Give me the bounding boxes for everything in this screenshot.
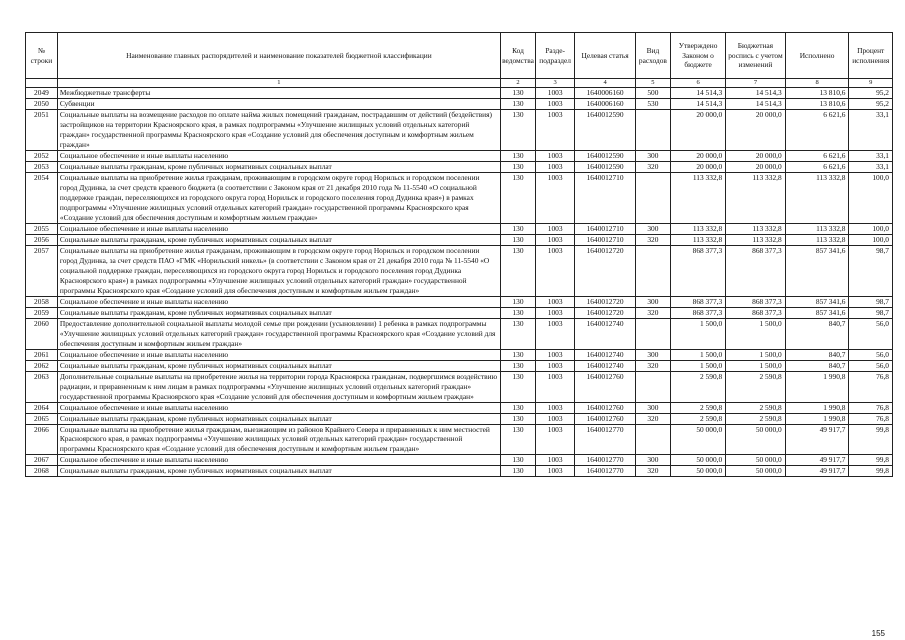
row-name: Социальное обеспечение и иные выплаты населению — [57, 223, 500, 234]
row-approved: 20 000,0 — [670, 161, 725, 172]
row-percent: 100,0 — [849, 172, 893, 223]
row-percent: 95,2 — [849, 98, 893, 109]
row-budget: 1 500,0 — [726, 360, 786, 371]
row-code: 130 — [500, 318, 535, 349]
row-name: Социальные выплаты гражданам, кроме публичных нормативных социальных выплат — [57, 466, 500, 477]
row-code: 130 — [500, 455, 535, 466]
column-number: 3 — [536, 79, 575, 88]
row-target: 1640012740 — [575, 318, 636, 349]
row-code: 130 — [500, 402, 535, 413]
row-budget: 50 000,0 — [726, 424, 786, 455]
row-approved: 50 000,0 — [670, 466, 725, 477]
row-number: 2066 — [26, 424, 58, 455]
row-executed: 49 917,7 — [785, 466, 849, 477]
row-target: 1640012710 — [575, 223, 636, 234]
page-number: 155 — [871, 629, 885, 638]
row-number: 2059 — [26, 307, 58, 318]
row-code: 130 — [500, 150, 535, 161]
column-number: 6 — [670, 79, 725, 88]
row-code: 130 — [500, 466, 535, 477]
row-code: 130 — [500, 307, 535, 318]
table-row — [26, 172, 893, 223]
row-percent: 98,7 — [849, 245, 893, 296]
row-section: 1003 — [536, 349, 575, 360]
row-name: Социальное обеспечение и иные выплаты населению — [57, 296, 500, 307]
row-section: 1003 — [536, 424, 575, 455]
table-row — [26, 466, 893, 477]
row-budget: 14 514,3 — [726, 98, 786, 109]
row-code: 130 — [500, 172, 535, 223]
row-target: 1640012760 — [575, 413, 636, 424]
row-executed: 6 621,6 — [785, 150, 849, 161]
row-budget: 50 000,0 — [726, 466, 786, 477]
row-target: 1640006160 — [575, 98, 636, 109]
row-percent: 99,8 — [849, 466, 893, 477]
row-number: 2054 — [26, 172, 58, 223]
row-target: 1640012590 — [575, 109, 636, 150]
budget-table-page — [25, 32, 893, 477]
row-percent: 33,1 — [849, 161, 893, 172]
row-code: 130 — [500, 424, 535, 455]
row-number: 2067 — [26, 455, 58, 466]
row-executed: 49 917,7 — [785, 455, 849, 466]
row-name: Субвенции — [57, 98, 500, 109]
row-executed: 6 621,6 — [785, 161, 849, 172]
row-approved: 113 332,8 — [670, 172, 725, 223]
row-type: 320 — [635, 161, 670, 172]
column-number: 8 — [785, 79, 849, 88]
row-code: 130 — [500, 88, 535, 99]
row-executed: 840,7 — [785, 360, 849, 371]
row-name: Дополнительные социальные выплаты на приобретение жилья на территории города Красноярска гражданам, подвергшимся воздействию радиации, и приравненным к ним лицам в рамках подпрограммы «Улучшение жилищных условий отдельных категорий граждан» государственной программы Красноярского края «Создание условий для обеспечения доступным и комфортным жильем граждан» — [57, 371, 500, 402]
row-number: 2058 — [26, 296, 58, 307]
row-budget: 20 000,0 — [726, 109, 786, 150]
row-approved: 14 514,3 — [670, 98, 725, 109]
row-code: 130 — [500, 109, 535, 150]
table-row — [26, 234, 893, 245]
header-approved: Утверждено Законом о бюджете — [670, 33, 725, 79]
row-section: 1003 — [536, 88, 575, 99]
row-code: 130 — [500, 371, 535, 402]
row-approved: 1 500,0 — [670, 318, 725, 349]
column-number: 4 — [575, 79, 636, 88]
row-number: 2060 — [26, 318, 58, 349]
header-target: Целевая статья — [575, 33, 636, 79]
row-code: 130 — [500, 223, 535, 234]
row-number: 2053 — [26, 161, 58, 172]
row-target: 1640012770 — [575, 466, 636, 477]
row-section: 1003 — [536, 371, 575, 402]
row-budget: 2 590,8 — [726, 371, 786, 402]
row-type — [635, 424, 670, 455]
row-executed: 113 332,8 — [785, 223, 849, 234]
row-code: 130 — [500, 349, 535, 360]
row-percent: 76,8 — [849, 413, 893, 424]
row-approved: 2 590,8 — [670, 413, 725, 424]
row-budget: 113 332,8 — [726, 172, 786, 223]
row-percent: 100,0 — [849, 234, 893, 245]
row-percent: 95,2 — [849, 88, 893, 99]
row-section: 1003 — [536, 109, 575, 150]
table-row — [26, 150, 893, 161]
row-type — [635, 172, 670, 223]
header-executed: Исполнено — [785, 33, 849, 79]
row-code: 130 — [500, 296, 535, 307]
row-budget: 868 377,3 — [726, 245, 786, 296]
row-section: 1003 — [536, 318, 575, 349]
row-name: Социальные выплаты гражданам, кроме публичных нормативных социальных выплат — [57, 307, 500, 318]
row-number: 2065 — [26, 413, 58, 424]
row-target: 1640012710 — [575, 172, 636, 223]
row-approved: 868 377,3 — [670, 245, 725, 296]
row-approved: 50 000,0 — [670, 455, 725, 466]
row-percent: 98,7 — [849, 307, 893, 318]
row-section: 1003 — [536, 245, 575, 296]
row-target: 1640012760 — [575, 371, 636, 402]
table-row — [26, 109, 893, 150]
row-name: Социальные выплаты гражданам, кроме публичных нормативных социальных выплат — [57, 234, 500, 245]
row-type: 320 — [635, 307, 670, 318]
row-percent: 56,0 — [849, 318, 893, 349]
column-number: 9 — [849, 79, 893, 88]
row-budget: 1 500,0 — [726, 318, 786, 349]
budget-table — [25, 32, 893, 477]
row-target: 1640012740 — [575, 349, 636, 360]
row-percent: 99,8 — [849, 424, 893, 455]
column-number: 1 — [57, 79, 500, 88]
row-budget: 14 514,3 — [726, 88, 786, 99]
row-section: 1003 — [536, 161, 575, 172]
row-type — [635, 371, 670, 402]
row-budget: 20 000,0 — [726, 150, 786, 161]
row-code: 130 — [500, 360, 535, 371]
row-section: 1003 — [536, 98, 575, 109]
row-type: 300 — [635, 150, 670, 161]
row-section: 1003 — [536, 150, 575, 161]
row-executed: 1 990,8 — [785, 402, 849, 413]
row-name: Социальное обеспечение и иные выплаты населению — [57, 349, 500, 360]
row-number: 2051 — [26, 109, 58, 150]
row-number: 2061 — [26, 349, 58, 360]
table-row — [26, 360, 893, 371]
column-number: 2 — [500, 79, 535, 88]
row-type: 300 — [635, 402, 670, 413]
row-budget: 20 000,0 — [726, 161, 786, 172]
row-executed: 857 341,6 — [785, 245, 849, 296]
row-approved: 113 332,8 — [670, 223, 725, 234]
row-section: 1003 — [536, 307, 575, 318]
row-name: Социальное обеспечение и иные выплаты населению — [57, 455, 500, 466]
row-budget: 2 590,8 — [726, 402, 786, 413]
row-code: 130 — [500, 234, 535, 245]
row-type: 300 — [635, 349, 670, 360]
row-number: 2055 — [26, 223, 58, 234]
header-section: Разде-подраздел — [536, 33, 575, 79]
table-row — [26, 307, 893, 318]
column-number — [26, 79, 58, 88]
row-name: Социальные выплаты на приобретение жилья гражданам, проживающим в городском округе город Норильск и городском поселении город Дудинка, за счет средств ПАО «ГМК «Норильский никель» (в соответствии с Законом края от 21 декабря 2010 года № 11-5540 «О социальной поддержке граждан, переселяющихся из городского округа город Норильск и городского поселения город Дудинка Красноярского края») в рамках подпрограммы «Улучшение жилищных условий отдельных категорий граждан» государственной программы Красноярского края «Создание условий для обеспечения доступным и комфортным жильем граждан» — [57, 245, 500, 296]
row-type: 320 — [635, 413, 670, 424]
row-name: Социальные выплаты на приобретение жилья гражданам, выезжающим из районов Крайнего Севера и приравненных к ним местностей Красноярского края, в рамках подпрограммы «Улучшение жилищных условий отдельных категорий граждан» государственной программы Красноярского края «Создание условий для обеспечения доступным и комфортным жильем граждан» — [57, 424, 500, 455]
row-type: 300 — [635, 455, 670, 466]
row-executed: 113 332,8 — [785, 172, 849, 223]
row-type: 320 — [635, 360, 670, 371]
row-target: 1640012770 — [575, 424, 636, 455]
table-row — [26, 245, 893, 296]
row-number: 2068 — [26, 466, 58, 477]
row-budget: 868 377,3 — [726, 296, 786, 307]
row-code: 130 — [500, 413, 535, 424]
row-section: 1003 — [536, 413, 575, 424]
row-executed: 13 810,6 — [785, 88, 849, 99]
row-percent: 33,1 — [849, 109, 893, 150]
row-budget: 868 377,3 — [726, 307, 786, 318]
row-name: Социальное обеспечение и иные выплаты населению — [57, 150, 500, 161]
table-row — [26, 413, 893, 424]
row-approved: 14 514,3 — [670, 88, 725, 99]
table-body — [26, 88, 893, 477]
row-approved: 1 500,0 — [670, 349, 725, 360]
row-type: 500 — [635, 88, 670, 99]
row-section: 1003 — [536, 223, 575, 234]
row-section: 1003 — [536, 172, 575, 223]
row-type: 300 — [635, 296, 670, 307]
row-percent: 99,8 — [849, 455, 893, 466]
row-type: 320 — [635, 466, 670, 477]
table-row — [26, 371, 893, 402]
table-row — [26, 296, 893, 307]
row-target: 1640012770 — [575, 455, 636, 466]
row-code: 130 — [500, 98, 535, 109]
row-section: 1003 — [536, 455, 575, 466]
row-executed: 840,7 — [785, 318, 849, 349]
row-name: Предоставление дополнительной социальной выплаты молодой семье при рождении (усыновлении) 1 ребенка в рамках подпрограммы «Улучшение жилищных условий отдельных категорий граждан» государственной программы Красноярского края «Создание условий для обеспечения доступным и комфортным жильем граждан» — [57, 318, 500, 349]
row-number: 2052 — [26, 150, 58, 161]
row-budget: 2 590,8 — [726, 413, 786, 424]
column-number: 5 — [635, 79, 670, 88]
row-approved: 20 000,0 — [670, 150, 725, 161]
table-header-row — [26, 33, 893, 79]
row-section: 1003 — [536, 234, 575, 245]
row-approved: 868 377,3 — [670, 307, 725, 318]
row-name: Социальные выплаты на приобретение жилья гражданам, проживающим в городском округе город Норильск и городском поселении город Дудинка, за счет средств краевого бюджета (в соответствии с Законом края от 21 декабря 2010 года № 11-5540 «О социальной поддержке граждан, переселяющихся из городского округа город Норильск и городского поселения город Дудинка края») в рамках подпрограммы «Улучшение жилищных условий отдельных категорий граждан» государственной программы Красноярского края «Создание условий для обеспечения доступным и комфортным жильем граждан» — [57, 172, 500, 223]
row-type — [635, 318, 670, 349]
row-number: 2064 — [26, 402, 58, 413]
row-section: 1003 — [536, 466, 575, 477]
row-name: Социальные выплаты на возмещение расходов по оплате найма жилых помещений гражданам, пострадавшим от действий (бездействия) застройщиков на территории Красноярского края, в рамках подпрограммы «Улучшение жилищных условий отдельных категорий граждан» государственной программы Красноярского края «Создание условий для обеспечения доступным и комфортным жильем граждан» — [57, 109, 500, 150]
column-number: 7 — [726, 79, 786, 88]
row-target: 1640012720 — [575, 245, 636, 296]
row-percent: 76,8 — [849, 402, 893, 413]
row-executed: 840,7 — [785, 349, 849, 360]
row-target: 1640006160 — [575, 88, 636, 99]
row-approved: 1 500,0 — [670, 360, 725, 371]
row-number: 2063 — [26, 371, 58, 402]
header-num: № строки — [26, 33, 58, 79]
table-row — [26, 349, 893, 360]
row-name: Социальное обеспечение и иные выплаты населению — [57, 402, 500, 413]
row-name: Межбюджетные трансферты — [57, 88, 500, 99]
row-type: 530 — [635, 98, 670, 109]
row-number: 2056 — [26, 234, 58, 245]
row-executed: 6 621,6 — [785, 109, 849, 150]
row-number: 2057 — [26, 245, 58, 296]
row-number: 2049 — [26, 88, 58, 99]
row-budget: 1 500,0 — [726, 349, 786, 360]
row-code: 130 — [500, 245, 535, 296]
row-target: 1640012590 — [575, 150, 636, 161]
table-row — [26, 455, 893, 466]
table-row — [26, 318, 893, 349]
row-target: 1640012710 — [575, 234, 636, 245]
table-row — [26, 402, 893, 413]
row-executed: 857 341,6 — [785, 296, 849, 307]
table-row — [26, 88, 893, 99]
header-percent: Процент исполнения — [849, 33, 893, 79]
row-section: 1003 — [536, 360, 575, 371]
column-number-row — [26, 79, 893, 88]
row-type — [635, 245, 670, 296]
row-target: 1640012720 — [575, 296, 636, 307]
row-approved: 50 000,0 — [670, 424, 725, 455]
table-row — [26, 424, 893, 455]
row-section: 1003 — [536, 296, 575, 307]
row-percent: 76,8 — [849, 371, 893, 402]
row-target: 1640012740 — [575, 360, 636, 371]
row-executed: 13 810,6 — [785, 98, 849, 109]
row-code: 130 — [500, 161, 535, 172]
row-executed: 113 332,8 — [785, 234, 849, 245]
row-target: 1640012590 — [575, 161, 636, 172]
row-section: 1003 — [536, 402, 575, 413]
row-name: Социальные выплаты гражданам, кроме публичных нормативных социальных выплат — [57, 161, 500, 172]
row-name: Социальные выплаты гражданам, кроме публичных нормативных социальных выплат — [57, 360, 500, 371]
table-row — [26, 98, 893, 109]
row-type: 320 — [635, 234, 670, 245]
row-executed: 857 341,6 — [785, 307, 849, 318]
row-approved: 868 377,3 — [670, 296, 725, 307]
row-executed: 49 917,7 — [785, 424, 849, 455]
row-name: Социальные выплаты гражданам, кроме публичных нормативных социальных выплат — [57, 413, 500, 424]
row-approved: 2 590,8 — [670, 371, 725, 402]
header-code: Код ведомства — [500, 33, 535, 79]
row-number: 2050 — [26, 98, 58, 109]
row-approved: 20 000,0 — [670, 109, 725, 150]
row-budget: 50 000,0 — [726, 455, 786, 466]
row-percent: 100,0 — [849, 223, 893, 234]
row-approved: 113 332,8 — [670, 234, 725, 245]
row-percent: 56,0 — [849, 349, 893, 360]
row-executed: 1 990,8 — [785, 371, 849, 402]
row-budget: 113 332,8 — [726, 223, 786, 234]
header-name: Наименование главных распорядителей и наименование показателей бюджетной классификации — [57, 33, 500, 79]
header-budget: Бюджетная роспись с учетом изменений — [726, 33, 786, 79]
table-row — [26, 161, 893, 172]
row-percent: 33,1 — [849, 150, 893, 161]
row-type: 300 — [635, 223, 670, 234]
row-percent: 56,0 — [849, 360, 893, 371]
header-type: Вид расходов — [635, 33, 670, 79]
row-approved: 2 590,8 — [670, 402, 725, 413]
row-type — [635, 109, 670, 150]
row-target: 1640012720 — [575, 307, 636, 318]
row-number: 2062 — [26, 360, 58, 371]
row-budget: 113 332,8 — [726, 234, 786, 245]
row-executed: 1 990,8 — [785, 413, 849, 424]
row-percent: 98,7 — [849, 296, 893, 307]
row-target: 1640012760 — [575, 402, 636, 413]
table-row — [26, 223, 893, 234]
